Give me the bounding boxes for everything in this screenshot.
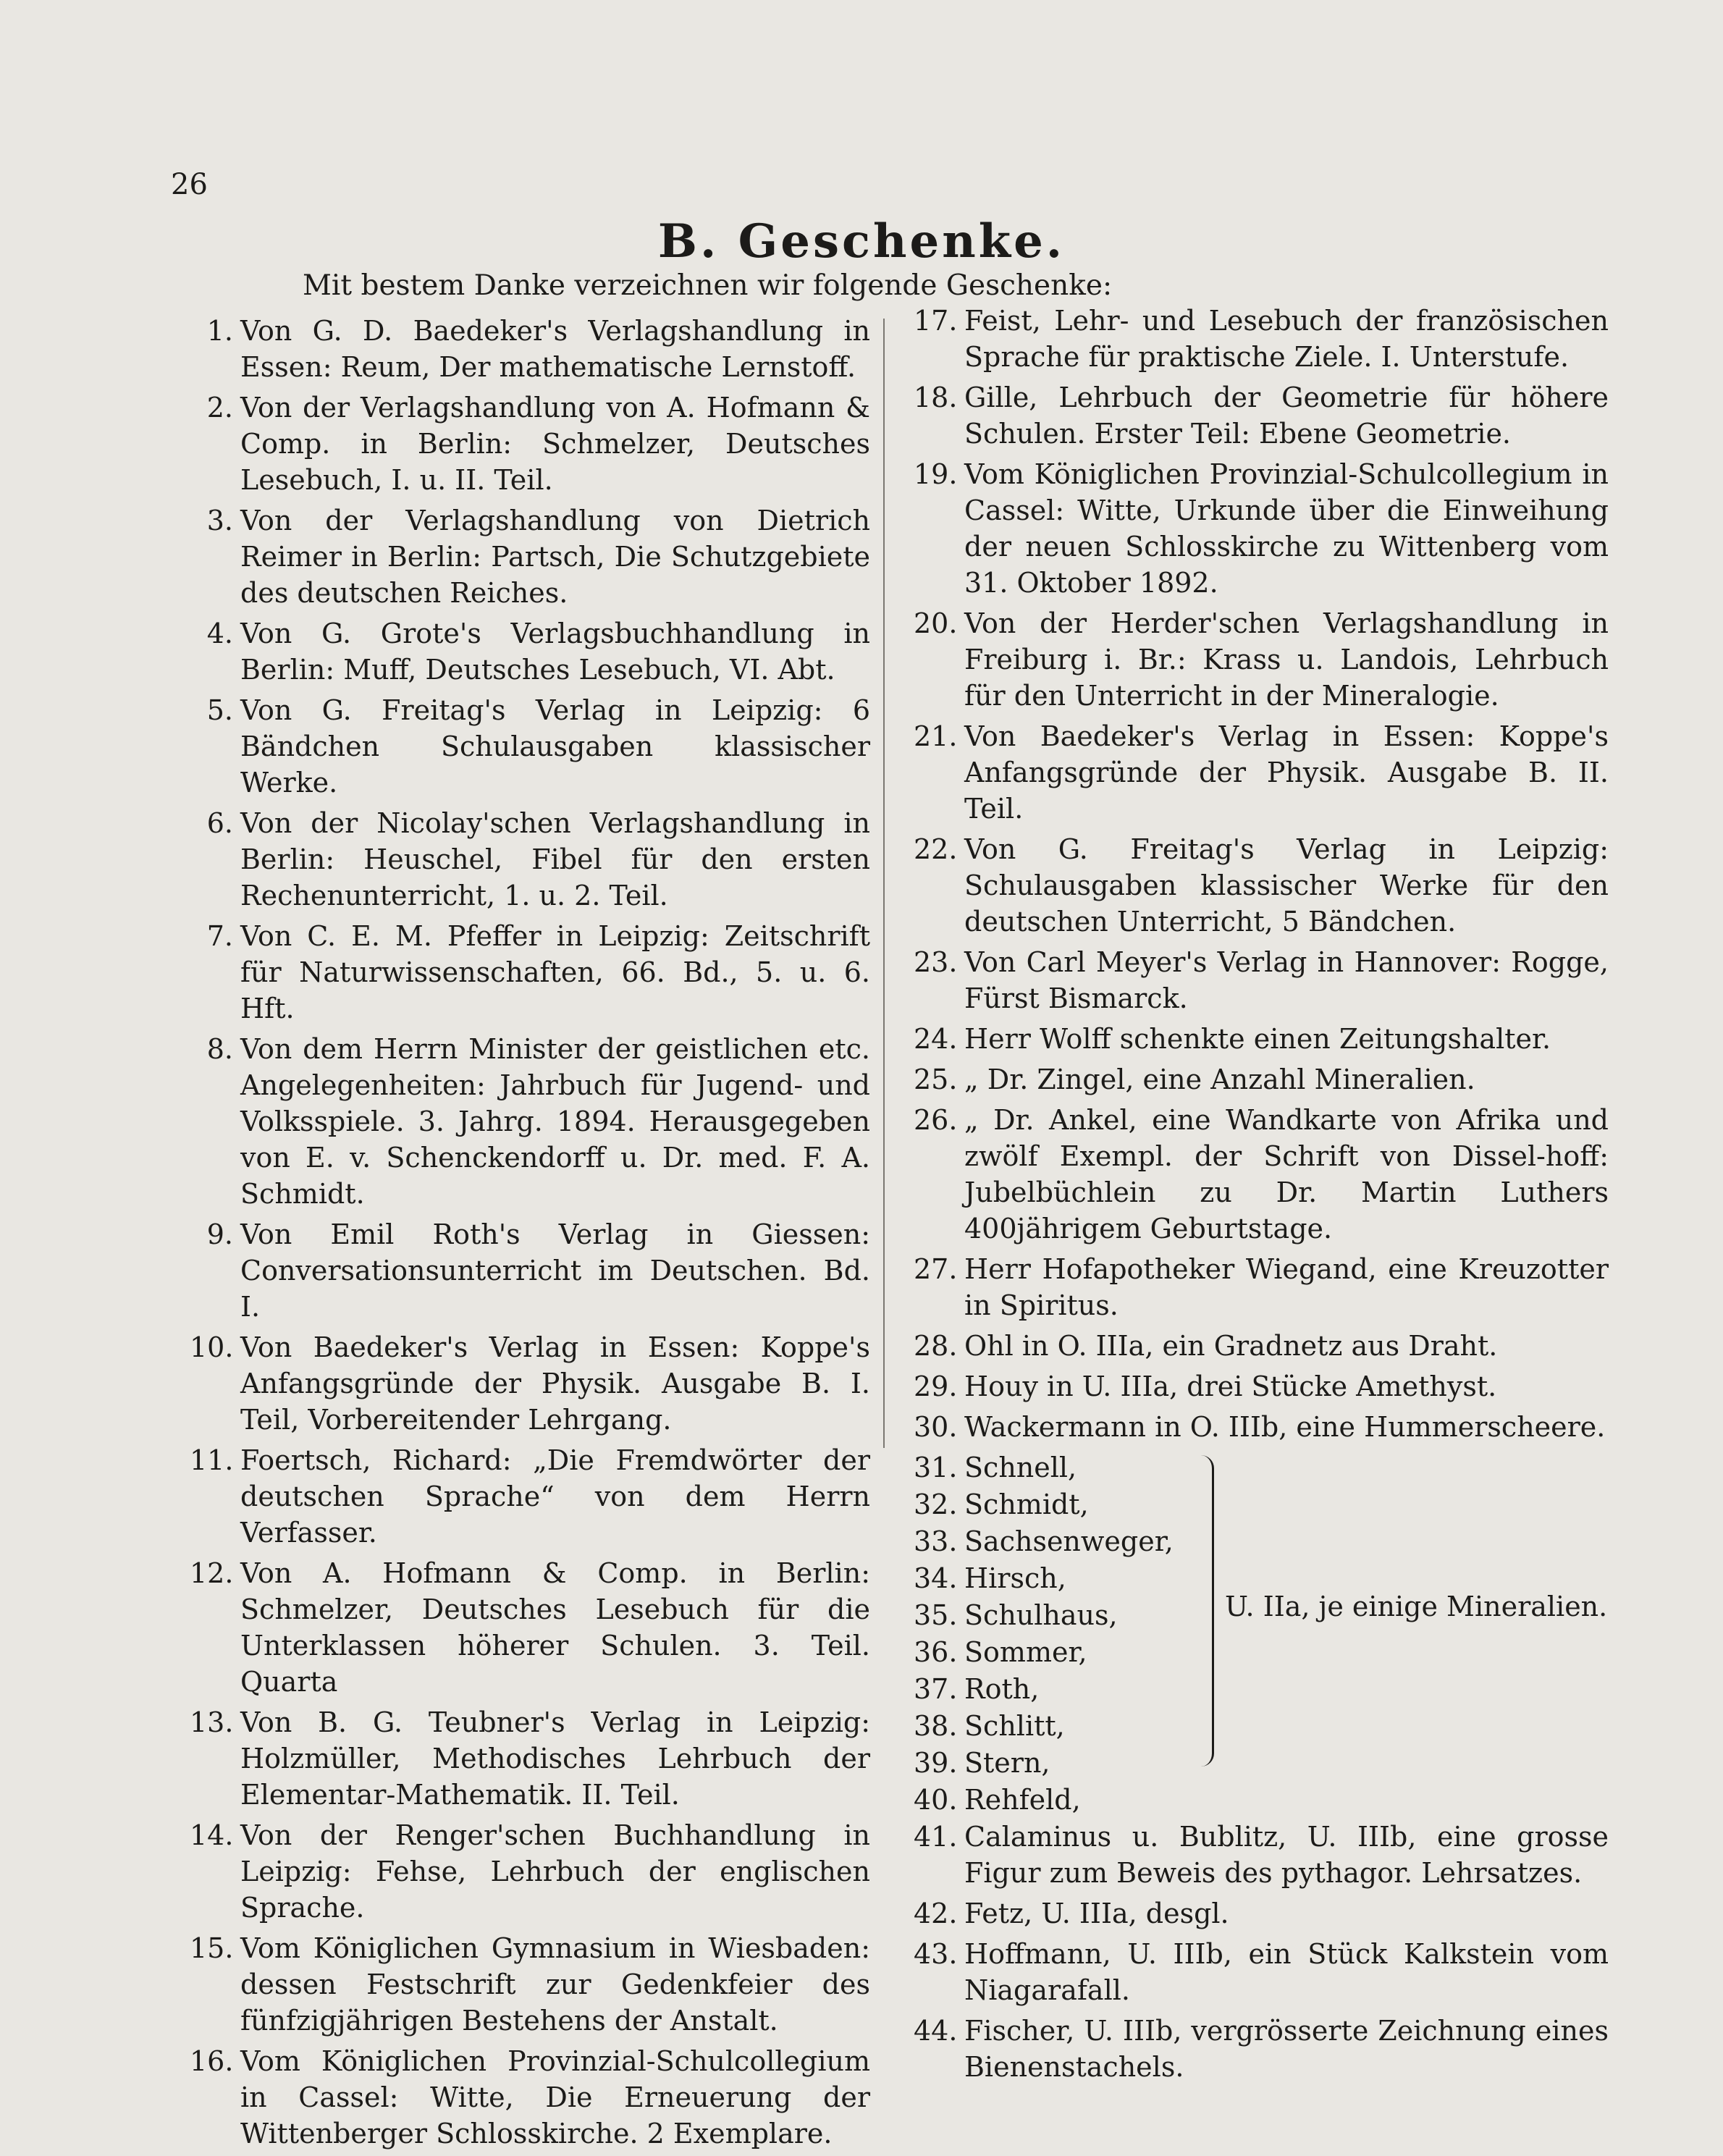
- list-item: [914, 1486, 1609, 1523]
- braced-donor-group: [914, 1449, 1609, 1818]
- item-number: 9.: [206, 1218, 233, 1250]
- item-text: Von der Nicolay'schen Verlagshandlung in Berlin: Heuschel, Fibel für den ersten Rechenunterricht, 1. u. 2. Teil.: [240, 807, 870, 911]
- list-item: [190, 918, 870, 1027]
- item-number: 26.: [914, 1104, 958, 1136]
- item-text: Feist, Lehr- und Lesebuch der französischen Sprache für praktische Ziele. I. Unterstufe.: [964, 305, 1609, 373]
- item-number: 21.: [914, 720, 958, 752]
- item-text: Gille, Lehrbuch der Geometrie für höhere Schulen. Erster Teil: Ebene Geometrie.: [964, 382, 1609, 450]
- list-item: [914, 944, 1609, 1016]
- list-item: [914, 1708, 1609, 1744]
- item-number: 29.: [914, 1370, 958, 1402]
- brace-note: U. IIa, je einige Mineralien.: [1225, 1591, 1608, 1622]
- item-number: 28.: [914, 1330, 958, 1362]
- item-text: Vom Königlichen Gymnasium in Wiesbaden: dessen Festschrift zur Gedenkfeier des fünfzigjährigen Bestehens der Anstalt.: [240, 1932, 870, 2037]
- list-item: [914, 1895, 1609, 1932]
- list-item: [190, 615, 870, 688]
- item-text: Von C. E. M. Pfeffer in Leipzig: Zeitschrift für Naturwissenschaften, 66. Bd., 5. u. 6. Hft.: [240, 920, 870, 1024]
- list-item: [190, 692, 870, 801]
- list-item: [190, 1442, 870, 1551]
- item-number: 16.: [190, 2045, 234, 2077]
- item-text: Stern,: [964, 1747, 1050, 1779]
- list-item: [914, 1745, 1609, 1781]
- brace-bracket: [1196, 1455, 1214, 1767]
- list-item: [914, 1251, 1609, 1323]
- item-text: Von G. Freitag's Verlag in Leipzig: Schulausgaben klassischer Werke für den deutschen Unterricht, 5 Bändchen.: [964, 833, 1609, 938]
- item-number: 18.: [914, 382, 958, 413]
- item-number: 20.: [914, 607, 958, 639]
- item-number: 33.: [914, 1525, 958, 1557]
- item-number: 39.: [914, 1747, 958, 1779]
- item-text: Von G. D. Baedeker's Verlagshandlung in Essen: Reum, Der mathematische Lernstoff.: [240, 315, 870, 383]
- list-item: [914, 1449, 1609, 1486]
- list-item: [914, 2013, 1609, 2085]
- list-item: [190, 1817, 870, 1926]
- list-item: [190, 2043, 870, 2152]
- list-item: [190, 313, 870, 385]
- item-text: Houy in U. IIIa, drei Stücke Amethyst.: [964, 1370, 1497, 1402]
- item-text: Fetz, U. IIIa, desgl.: [964, 1898, 1229, 1929]
- item-text: Calaminus u. Bublitz, U. IIIb, eine grosse Figur zum Beweis des pythagor. Lehrsatzes.: [964, 1821, 1609, 1889]
- list-item: [914, 379, 1609, 452]
- item-number: 27.: [914, 1253, 958, 1285]
- item-text: Hoffmann, U. IIIb, ein Stück Kalkstein vom Niagarafall.: [964, 1938, 1609, 2006]
- list-item: [914, 1936, 1609, 2008]
- list-item: [914, 1409, 1609, 1445]
- item-number: 17.: [914, 305, 958, 337]
- item-text: Von Baedeker's Verlag in Essen: Koppe's Anfangsgründe der Physik. Ausgabe B. II. Teil.: [964, 720, 1609, 825]
- item-number: 6.: [206, 807, 233, 839]
- list-item: [914, 303, 1609, 375]
- list-item: [190, 389, 870, 498]
- section-heading: B. Geschenke.: [657, 214, 1066, 269]
- list-item: [190, 1329, 870, 1438]
- item-number: 37.: [914, 1673, 958, 1705]
- item-number: 32.: [914, 1488, 958, 1520]
- item-number: 3.: [206, 505, 233, 536]
- list-item: [914, 1102, 1609, 1247]
- item-number: 42.: [914, 1898, 958, 1929]
- item-number: 5.: [206, 694, 233, 726]
- item-text: „ Dr. Zingel, eine Anzahl Mineralien.: [964, 1064, 1475, 1095]
- item-text: Schulhaus,: [964, 1599, 1118, 1631]
- right-column: [914, 303, 1609, 2089]
- item-number: 38.: [914, 1710, 958, 1742]
- item-text: Von A. Hofmann & Comp. in Berlin: Schmelzer, Deutsches Lesebuch für die Unterklassen höherer Schulen. 3. Teil. Quarta: [240, 1557, 870, 1698]
- item-number: 22.: [914, 833, 958, 865]
- item-number: 35.: [914, 1599, 958, 1631]
- item-number: 24.: [914, 1023, 958, 1055]
- item-number: 30.: [914, 1411, 958, 1443]
- list-item: [190, 1216, 870, 1325]
- list-item: [914, 1021, 1609, 1057]
- item-text: Von Emil Roth's Verlag in Giessen: Conversationsunterricht im Deutschen. Bd. I.: [240, 1218, 870, 1323]
- list-item: [914, 718, 1609, 827]
- item-number: 2.: [206, 392, 233, 424]
- list-item: [190, 1704, 870, 1813]
- list-item: [914, 1634, 1609, 1670]
- column-divider: [883, 319, 885, 1448]
- item-number: 1.: [206, 315, 233, 347]
- item-text: Von der Verlagshandlung von A. Hofmann & Comp. in Berlin: Schmelzer, Deutsches Lesebuch, I. u. II. Teil.: [240, 392, 870, 496]
- item-number: 4.: [206, 618, 233, 649]
- list-item: [914, 831, 1609, 940]
- item-number: 14.: [190, 1819, 234, 1851]
- item-text: „ Dr. Ankel, eine Wandkarte von Afrika und zwölf Exempl. der Schrift von Dissel-hoff: Jubelbüchlein zu Dr. Martin Luthers 400jährigem Geburtstage.: [964, 1104, 1609, 1245]
- item-text: Foertsch, Richard: „Die Fremdwörter der deutschen Sprache“ von dem Herrn Verfasser.: [240, 1444, 870, 1549]
- item-text: Von Carl Meyer's Verlag in Hannover: Rogge, Fürst Bismarck.: [964, 946, 1609, 1014]
- item-number: 34.: [914, 1562, 958, 1594]
- item-number: 23.: [914, 946, 958, 978]
- list-item: [190, 1031, 870, 1212]
- item-text: Roth,: [964, 1673, 1040, 1705]
- item-text: Von Baedeker's Verlag in Essen: Koppe's Anfangsgründe der Physik. Ausgabe B. I. Teil, Vorbereitender Lehrgang.: [240, 1331, 870, 1436]
- item-number: 12.: [190, 1557, 234, 1589]
- item-text: Schlitt,: [964, 1710, 1065, 1742]
- item-number: 25.: [914, 1064, 958, 1095]
- item-number: 15.: [190, 1932, 234, 1964]
- item-text: Von dem Herrn Minister der geistlichen etc. Angelegenheiten: Jahrbuch für Jugend- und Volksspiele. 3. Jahrg. 1894. Herausgegeben von E. v. Schenckendorff u. Dr. med. F. A. Schmidt.: [240, 1033, 870, 1210]
- item-number: 41.: [914, 1821, 958, 1853]
- list-item: [190, 1930, 870, 2039]
- item-text: Von G. Grote's Verlagsbuchhandlung in Berlin: Muff, Deutsches Lesebuch, VI. Abt.: [240, 618, 870, 686]
- item-number: 10.: [190, 1331, 234, 1363]
- item-text: Vom Königlichen Provinzial-Schulcollegium in Cassel: Witte, Urkunde über die Einweihung der neuen Schlosskirche zu Wittenberg vom 31. Oktober 1892.: [964, 458, 1609, 599]
- item-number: 19.: [914, 458, 958, 490]
- item-text: Sachsenweger,: [964, 1525, 1174, 1557]
- item-text: Von der Herder'schen Verlagshandlung in Freiburg i. Br.: Krass u. Landois, Lehrbuch für den Unterricht in der Mineralogie.: [964, 607, 1609, 712]
- list-item: [914, 1523, 1609, 1559]
- item-text: Von G. Freitag's Verlag in Leipzig: 6 Bändchen Schulausgaben klassischer Werke.: [240, 694, 870, 799]
- item-text: Von der Verlagshandlung von Dietrich Reimer in Berlin: Partsch, Die Schutzgebiete des deutschen Reiches.: [240, 505, 870, 609]
- list-item: [914, 605, 1609, 714]
- item-number: 43.: [914, 1938, 958, 1970]
- item-text: Ohl in O. IIIa, ein Gradnetz aus Draht.: [964, 1330, 1498, 1362]
- item-number: 13.: [190, 1706, 234, 1738]
- list-item: [190, 805, 870, 914]
- list-item: [914, 1061, 1609, 1098]
- item-number: 40.: [914, 1784, 958, 1816]
- item-text: Schnell,: [964, 1452, 1077, 1483]
- item-number: 11.: [190, 1444, 234, 1476]
- item-text: Von B. G. Teubner's Verlag in Leipzig: Holzmüller, Methodisches Lehrbuch der Elementar-Mathematik. II. Teil.: [240, 1706, 870, 1811]
- left-column: [190, 313, 870, 2156]
- item-text: Hirsch,: [964, 1562, 1066, 1594]
- item-number: 8.: [206, 1033, 233, 1065]
- item-text: Herr Wolff schenkte einen Zeitungshalter.: [964, 1023, 1551, 1055]
- page-number: 26: [171, 168, 208, 201]
- list-item: [914, 456, 1609, 601]
- list-item: [914, 1782, 1609, 1818]
- list-item: [190, 1555, 870, 1700]
- list-item: [914, 1368, 1609, 1405]
- item-text: Fischer, U. IIIb, vergrösserte Zeichnung eines Bienenstachels.: [964, 2015, 1609, 2083]
- item-text: Von der Renger'schen Buchhandlung in Leipzig: Fehse, Lehrbuch der englischen Sprache.: [240, 1819, 870, 1924]
- item-text: Herr Hofapotheker Wiegand, eine Kreuzotter in Spiritus.: [964, 1253, 1609, 1321]
- item-text: Wackermann in O. IIIb, eine Hummerscheere.: [964, 1411, 1606, 1443]
- item-number: 31.: [914, 1452, 958, 1483]
- item-text: Sommer,: [964, 1636, 1087, 1668]
- list-item: [914, 1819, 1609, 1891]
- list-item: [190, 502, 870, 611]
- intro-text: Mit bestem Danke verzeichnen wir folgende Geschenke:: [303, 269, 1113, 302]
- item-number: 44.: [914, 2015, 958, 2047]
- list-item: [914, 1671, 1609, 1707]
- item-text: Schmidt,: [964, 1488, 1089, 1520]
- item-text: Vom Königlichen Provinzial-Schulcollegium in Cassel: Witte, Die Erneuerung der Wittenberger Schlosskirche. 2 Exemplare.: [240, 2045, 870, 2149]
- item-number: 36.: [914, 1636, 958, 1668]
- item-text: Rehfeld,: [964, 1784, 1081, 1816]
- item-number: 7.: [206, 920, 233, 952]
- list-item: [914, 1328, 1609, 1364]
